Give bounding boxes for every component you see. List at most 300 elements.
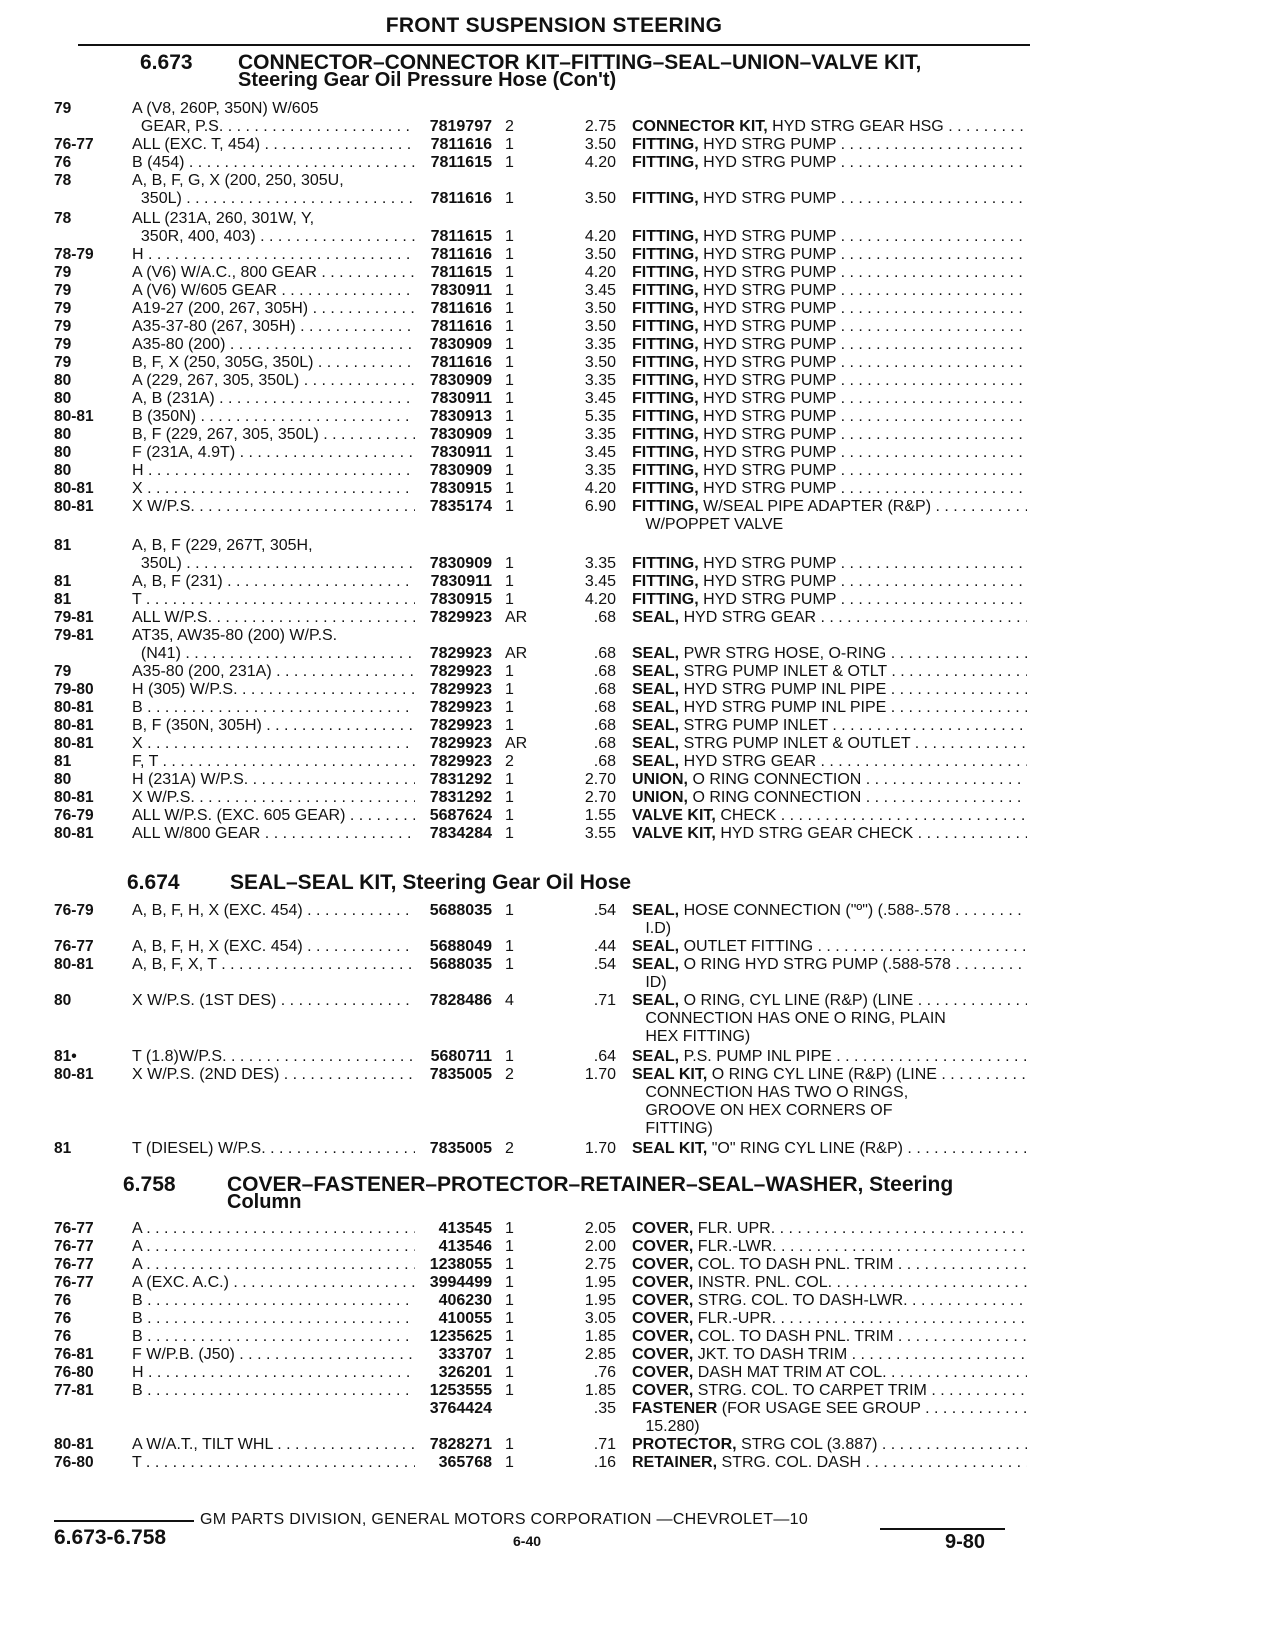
price-cell: 1.70 (584, 1066, 616, 1083)
year-cell: 80 (54, 462, 72, 479)
description-keyword: SEAL, (632, 681, 680, 698)
footer-rule-left (54, 1520, 194, 1522)
description-text: HYD STRG PUMP (703, 264, 837, 281)
description-cell (632, 1048, 1027, 1067)
description-cell (632, 1328, 1027, 1347)
description-text: HYD STRG PUMP (703, 336, 837, 353)
quantity-cell: 1 (505, 498, 514, 515)
quantity-cell: 1 (505, 462, 514, 479)
part-number-cell: 7811615 (430, 228, 492, 245)
quantity-cell: 1 (505, 1220, 514, 1237)
description-cell (632, 136, 1027, 155)
quantity-cell: 1 (505, 681, 514, 698)
description-text: JKT. TO DASH TRIM (697, 1346, 848, 1363)
year-cell: 80 (54, 771, 72, 788)
quantity-cell: 1 (505, 1346, 514, 1363)
year-cell: 81 (54, 573, 72, 590)
description-keyword: FASTENER (632, 1400, 718, 1417)
part-number-cell: 7830909 (429, 372, 492, 389)
year-cell: 76-77 (54, 136, 94, 153)
description-text: COL. TO DASH PNL. TRIM (697, 1328, 894, 1345)
year-cell: 76-77 (54, 1274, 94, 1291)
description-cell (632, 1274, 1027, 1293)
price-cell: 3.35 (584, 372, 616, 389)
price-cell: .68 (593, 609, 616, 626)
application-cell: 350L) . . . (132, 190, 415, 209)
part-number-cell: 410055 (438, 1310, 492, 1327)
description-keyword: FITTING, (632, 591, 699, 608)
year-cell: 76-79 (54, 902, 94, 919)
description-keyword: SEAL, (632, 1048, 680, 1065)
application-cell: B, F (350N, 305H) . . . (132, 717, 415, 736)
description-keyword: COVER, (632, 1310, 694, 1327)
part-number-cell: 1235625 (429, 1328, 492, 1345)
description-text: HYD STRG PUMP (703, 444, 837, 461)
description-cell (632, 228, 1027, 247)
part-number-cell: 7819797 (429, 118, 492, 135)
application-cell: B, F, X (250, 305G, 350L) . . . (132, 354, 415, 373)
description-text: DASH MAT TRIM AT COL. (697, 1364, 887, 1381)
year-cell: 81• (54, 1048, 77, 1065)
quantity-cell: 1 (505, 300, 514, 317)
quantity-cell: 1 (505, 408, 514, 425)
quantity-cell: 1 (505, 825, 514, 842)
price-cell: 2.70 (584, 771, 616, 788)
part-number-cell: 406230 (438, 1292, 492, 1309)
description-cell (632, 825, 1027, 844)
year-cell: 80-81 (54, 717, 94, 734)
part-number-cell: 7830909 (429, 462, 492, 479)
year-cell: 80-81 (54, 1066, 94, 1083)
application-cell: H . . . (132, 1364, 415, 1383)
description-keyword: PROTECTOR, (632, 1436, 737, 1453)
description-text: ID) (636, 974, 667, 991)
year-cell: 79 (54, 663, 72, 680)
description-cell (632, 938, 1027, 957)
application-cell: B (454) . . . (132, 154, 415, 173)
description-keyword: FITTING, (632, 573, 699, 590)
year-cell: 80 (54, 444, 72, 461)
price-cell: 2.05 (584, 1220, 616, 1237)
year-cell: 76 (54, 1328, 72, 1345)
price-cell: .71 (593, 1436, 616, 1453)
description-keyword: FITTING, (632, 498, 699, 515)
description-keyword: SEAL KIT, (632, 1066, 708, 1083)
part-number-cell: 3764424 (429, 1400, 492, 1417)
description-keyword: FITTING, (632, 390, 699, 407)
part-number-cell: 7811615 (430, 154, 492, 171)
quantity-cell: 1 (505, 136, 514, 153)
price-cell: 1.95 (584, 1274, 616, 1291)
footer-rule-right (880, 1528, 1005, 1530)
description-cell (632, 974, 1027, 993)
part-number-cell: 7835005 (429, 1140, 492, 1157)
description-text: 15.280) (636, 1418, 700, 1435)
description-keyword: CONNECTOR KIT, (632, 118, 768, 135)
application-cell: X W/P.S. . . . (132, 498, 415, 517)
year-cell: 76 (54, 1292, 72, 1309)
description-keyword: SEAL, (632, 699, 680, 716)
description-cell (632, 1220, 1027, 1239)
application-cell: A W/A.T., TILT WHL . . . (132, 1436, 415, 1455)
description-text: W/POPPET VALVE (636, 516, 784, 533)
application-cell: A (EXC. A.C.) . . . (132, 1274, 415, 1293)
application-cell: A . . . (132, 1256, 415, 1275)
description-text: FITTING) (636, 1120, 713, 1137)
price-cell: 3.50 (584, 300, 616, 317)
quantity-cell: 1 (505, 264, 514, 281)
year-cell: 80 (54, 372, 72, 389)
part-number-cell: 7811616 (430, 190, 492, 207)
price-cell: 3.45 (584, 282, 616, 299)
year-cell: 80-81 (54, 825, 94, 842)
year-cell: 76-77 (54, 1220, 94, 1237)
price-cell: .68 (593, 753, 616, 770)
part-number-cell: 7811616 (430, 246, 492, 263)
description-cell (632, 336, 1027, 355)
description-cell (632, 681, 1027, 700)
application-cell: X W/P.S. (2ND DES) . . . (132, 1066, 415, 1085)
description-cell (632, 1102, 1027, 1121)
year-cell: 79 (54, 318, 72, 335)
description-text: HYD STRG GEAR (683, 753, 817, 770)
description-text: PWR STRG HOSE, O-RING (683, 645, 887, 662)
part-number-cell: 5688049 (429, 938, 492, 955)
quantity-cell: 1 (505, 1048, 514, 1065)
description-text: HYD STRG PUMP (703, 228, 837, 245)
description-cell (632, 1400, 1027, 1419)
description-keyword: COVER, (632, 1256, 694, 1273)
description-cell (632, 1418, 1027, 1437)
description-keyword: VALVE KIT, (632, 825, 716, 842)
description-keyword: FITTING, (632, 190, 699, 207)
description-text: HYD STRG PUMP (703, 591, 837, 608)
description-keyword: UNION, (632, 789, 688, 806)
description-text: HYD STRG PUMP (703, 462, 837, 479)
description-keyword: COVER, (632, 1238, 694, 1255)
description-text: HYD STRG PUMP INL PIPE (683, 681, 887, 698)
year-cell: 80-81 (54, 789, 94, 806)
part-number-cell: 333707 (438, 1346, 492, 1363)
description-keyword: FITTING, (632, 264, 699, 281)
section-number: 6.758 (123, 1173, 176, 1196)
price-cell: 2.85 (584, 1346, 616, 1363)
application-cell: F (231A, 4.9T) . . . (132, 444, 415, 463)
year-cell: 78 (54, 210, 72, 227)
description-cell (632, 1310, 1027, 1329)
description-keyword: COVER, (632, 1220, 694, 1237)
description-text: FLR.-UPR. (697, 1310, 777, 1327)
price-cell: 1.85 (584, 1382, 616, 1399)
application-cell: A35-37-80 (267, 305H) . . . (132, 318, 415, 337)
quantity-cell: 1 (505, 1238, 514, 1255)
year-cell: 80-81 (54, 956, 94, 973)
description-keyword: SEAL, (632, 753, 680, 770)
quantity-cell: 1 (505, 1274, 514, 1291)
year-cell: 80-81 (54, 408, 94, 425)
quantity-cell: AR (505, 609, 528, 626)
part-number-cell: 7830909 (429, 555, 492, 572)
price-cell: 1.85 (584, 1328, 616, 1345)
description-text: HYD STRG GEAR HSG (772, 118, 944, 135)
description-cell (632, 771, 1027, 790)
quantity-cell: 1 (505, 154, 514, 171)
description-cell (632, 992, 1027, 1011)
description-text: HYD STRG PUMP (703, 390, 837, 407)
application-cell: A (V6) W/605 GEAR . . . (132, 282, 415, 301)
year-cell: 80 (54, 426, 72, 443)
application-cell: A, B, F (231) . . . (132, 573, 415, 592)
application-cell: A . . . (132, 1220, 415, 1239)
application-cell: A, B, F, H, X (EXC. 454) . . . (132, 938, 415, 957)
quantity-cell: 1 (505, 354, 514, 371)
description-keyword: SEAL, (632, 956, 680, 973)
year-cell: 81 (54, 537, 72, 554)
price-cell: .68 (593, 663, 616, 680)
footer-page-number: 6-40 (513, 1533, 542, 1549)
part-number-cell: 365768 (438, 1454, 492, 1471)
application-cell: X . . . (132, 735, 415, 754)
description-text: COL. TO DASH PNL. TRIM (697, 1256, 894, 1273)
price-cell: .64 (593, 1048, 616, 1065)
description-cell (632, 555, 1027, 574)
description-cell (632, 426, 1027, 445)
description-cell (632, 1364, 1027, 1383)
quantity-cell: 1 (505, 1454, 514, 1471)
description-keyword: COVER, (632, 1328, 694, 1345)
description-cell (632, 1256, 1027, 1275)
application-cell: B, F (229, 267, 305, 350L) . . . (132, 426, 415, 445)
price-cell: 3.45 (584, 390, 616, 407)
description-keyword: SEAL, (632, 902, 680, 919)
year-cell: 76-79 (54, 807, 94, 824)
quantity-cell: 1 (505, 426, 514, 443)
year-cell: 76-81 (54, 1346, 94, 1363)
description-cell (632, 1120, 1027, 1139)
price-cell: 3.45 (584, 573, 616, 590)
description-cell (632, 1084, 1027, 1103)
application-cell: H . . . (132, 246, 415, 265)
description-cell (632, 627, 1027, 646)
quantity-cell: 1 (505, 699, 514, 716)
application-cell: A, B, F (229, 267T, 305H, (132, 537, 313, 554)
part-number-cell: 7828486 (429, 992, 492, 1009)
application-cell: (N41) . . . (132, 645, 415, 664)
description-text: HYD STRG PUMP INL PIPE (683, 699, 887, 716)
description-keyword: SEAL, (632, 663, 680, 680)
year-cell: 80-81 (54, 699, 94, 716)
year-cell: 81 (54, 753, 72, 770)
description-cell (632, 573, 1027, 592)
year-cell: 79 (54, 282, 72, 299)
description-text: HYD STRG PUMP (703, 573, 837, 590)
description-keyword: SEAL, (632, 717, 680, 734)
description-text: W/SEAL PIPE ADAPTER (R&P) (703, 498, 932, 515)
description-keyword: VALVE KIT, (632, 807, 716, 824)
price-cell: .68 (593, 717, 616, 734)
price-cell: 2.75 (584, 118, 616, 135)
year-cell: 76-77 (54, 938, 94, 955)
description-cell (632, 1140, 1027, 1159)
description-text: HYD STRG PUMP (703, 154, 837, 171)
price-cell: .68 (593, 681, 616, 698)
description-keyword: FITTING, (632, 426, 699, 443)
quantity-cell: 1 (505, 956, 514, 973)
description-cell (632, 789, 1027, 808)
quantity-cell: 1 (505, 190, 514, 207)
application-cell: A35-80 (200, 231A) . . . (132, 663, 415, 682)
application-cell: A, B, F, X, T . . . (132, 956, 415, 975)
part-number-cell: 326201 (438, 1364, 492, 1381)
description-cell (632, 390, 1027, 409)
description-cell (632, 1028, 1027, 1047)
part-number-cell: 7835174 (429, 498, 492, 515)
quantity-cell: 1 (505, 372, 514, 389)
description-text: FLR.-LWR. (697, 1238, 777, 1255)
price-cell: .76 (593, 1364, 616, 1381)
application-cell: ALL W/P.S. . . . (132, 609, 415, 628)
part-number-cell: 1238055 (429, 1256, 492, 1273)
description-keyword: SEAL, (632, 992, 680, 1009)
price-cell: .68 (593, 699, 616, 716)
quantity-cell: 1 (505, 318, 514, 335)
year-cell: 79 (54, 336, 72, 353)
quantity-cell: 1 (505, 282, 514, 299)
description-cell (632, 1382, 1027, 1401)
application-cell: GEAR, P.S. . . . (132, 118, 415, 137)
price-cell: 1.95 (584, 1292, 616, 1309)
description-text: HYD STRG PUMP (703, 300, 837, 317)
part-number-cell: 7829923 (429, 663, 492, 680)
application-cell: 350R, 400, 403) . . . (132, 228, 415, 247)
description-text: O RING, CYL LINE (R&P) (LINE (683, 992, 914, 1009)
description-text: HYD STRG PUMP (703, 426, 837, 443)
part-number-cell: 7831292 (429, 789, 492, 806)
part-number-cell: 5687624 (429, 807, 492, 824)
price-cell: .71 (593, 992, 616, 1009)
description-keyword: COVER, (632, 1292, 694, 1309)
description-text: HYD STRG GEAR CHECK (720, 825, 914, 842)
price-cell: 2.75 (584, 1256, 616, 1273)
page-header: FRONT SUSPENSION STEERING (385, 14, 723, 37)
description-keyword: FITTING, (632, 300, 699, 317)
price-cell: 3.05 (584, 1310, 616, 1327)
part-number-cell: 7829923 (429, 645, 492, 662)
price-cell: 3.35 (584, 426, 616, 443)
description-cell (632, 902, 1027, 921)
description-cell (632, 1238, 1027, 1257)
application-cell: T (1.8)W/P.S. . . . (132, 1048, 415, 1067)
description-text: HEX FITTING) (636, 1028, 751, 1045)
application-cell: H . . . (132, 462, 415, 481)
description-keyword: SEAL, (632, 938, 680, 955)
quantity-cell: 2 (505, 118, 514, 135)
quantity-cell: 1 (505, 717, 514, 734)
application-cell: ALL W/P.S. (EXC. 605 GEAR) . . . (132, 807, 415, 826)
description-keyword: FITTING, (632, 444, 699, 461)
year-cell: 76-77 (54, 1256, 94, 1273)
part-number-cell: 7829923 (429, 609, 492, 626)
description-cell (632, 591, 1027, 610)
application-cell: F W/P.B. (J50) . . . (132, 1346, 415, 1365)
description-text: (FOR USAGE SEE GROUP (721, 1400, 921, 1417)
price-cell: 3.50 (584, 246, 616, 263)
description-keyword: COVER, (632, 1382, 694, 1399)
description-text: STRG. COL. TO CARPET TRIM (697, 1382, 927, 1399)
description-keyword: UNION, (632, 771, 688, 788)
description-text: O RING CONNECTION (692, 771, 862, 788)
quantity-cell: 1 (505, 1364, 514, 1381)
part-number-cell: 7829923 (429, 717, 492, 734)
description-keyword: FITTING, (632, 408, 699, 425)
description-keyword: FITTING, (632, 318, 699, 335)
year-cell: 81 (54, 591, 72, 608)
application-cell: H (305) W/P.S. . . . (132, 681, 415, 700)
description-keyword: SEAL KIT, (632, 1140, 708, 1157)
part-number-cell: 7811616 (430, 136, 492, 153)
part-number-cell: 7811616 (430, 318, 492, 335)
part-number-cell: 5688035 (429, 956, 492, 973)
description-cell (632, 537, 1027, 556)
application-cell: ALL (231A, 260, 301W, Y, (132, 210, 315, 227)
description-keyword: FITTING, (632, 354, 699, 371)
year-cell: 76 (54, 154, 72, 171)
section-number: 6.674 (127, 871, 180, 894)
application-cell: A, B, F, H, X (EXC. 454) . . . (132, 902, 415, 921)
description-text: HYD STRG PUMP (703, 190, 837, 207)
description-text: HYD STRG PUMP (703, 480, 837, 497)
part-number-cell: 7829923 (429, 699, 492, 716)
price-cell: .54 (593, 902, 616, 919)
description-text: I.D) (636, 920, 672, 937)
price-cell: 6.90 (584, 498, 616, 515)
application-cell: F, T . . . (132, 753, 415, 772)
description-keyword: FITTING, (632, 336, 699, 353)
description-text: O RING HYD STRG PUMP (.588-578 (683, 956, 951, 973)
description-cell (632, 264, 1027, 283)
description-cell (632, 1436, 1027, 1455)
description-text: HYD STRG PUMP (703, 372, 837, 389)
quantity-cell: 2 (505, 1140, 514, 1157)
quantity-cell: 4 (505, 992, 514, 1009)
part-number-cell: 7829923 (429, 681, 492, 698)
application-cell: A, B (231A) . . . (132, 390, 415, 409)
price-cell: 4.20 (584, 228, 616, 245)
part-number-cell: 7829923 (429, 735, 492, 752)
application-cell: B . . . (132, 1292, 415, 1311)
quantity-cell: 1 (505, 807, 514, 824)
description-text: HYD STRG PUMP (703, 555, 837, 572)
price-cell: 3.50 (584, 318, 616, 335)
quantity-cell: 1 (505, 336, 514, 353)
description-keyword: FITTING, (632, 154, 699, 171)
price-cell: 3.35 (584, 462, 616, 479)
application-cell: X . . . (132, 480, 415, 499)
part-number-cell: 7835005 (429, 1066, 492, 1083)
description-text: FLR. UPR. (697, 1220, 776, 1237)
description-cell (632, 735, 1027, 754)
quantity-cell: 1 (505, 789, 514, 806)
description-text: P.S. PUMP INL PIPE (683, 1048, 832, 1065)
price-cell: 3.50 (584, 190, 616, 207)
year-cell: 80-81 (54, 480, 94, 497)
description-cell (632, 118, 1027, 137)
description-cell (632, 498, 1027, 517)
quantity-cell: 1 (505, 444, 514, 461)
description-cell (632, 1066, 1027, 1085)
application-cell: AT35, AW35-80 (200) W/P.S. (132, 627, 338, 644)
quantity-cell: 1 (505, 390, 514, 407)
